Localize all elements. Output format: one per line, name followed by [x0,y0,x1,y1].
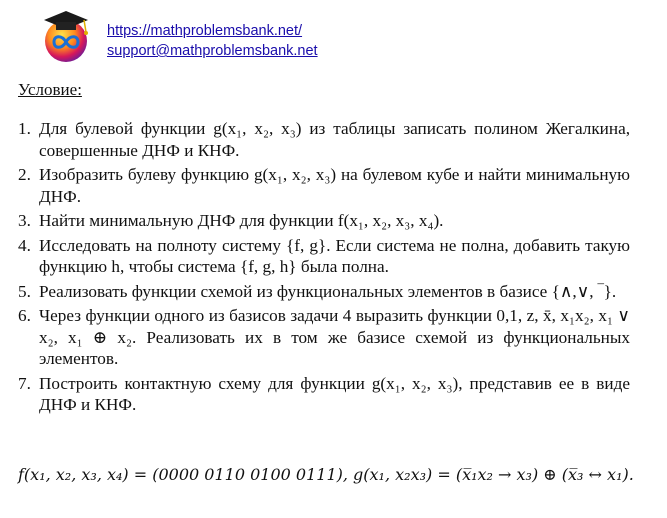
function-definition-formula: f(x₁, x₂, x₃, x₄) = (0000 0110 0100 0111), g(x₁, x₂x₃) = (x̅₁x₂ → x₃) ⊕ (x̅₃ ↔ x₁). [18,465,634,484]
header [40,8,640,64]
item-number: 1. [18,119,31,138]
task-list [18,118,630,419]
item-text: Найти минимальную ДНФ для функции f(x₁, x₂, x₃, x₄). [39,211,444,230]
list-item [18,164,630,207]
list-item [18,305,630,370]
item-text: Изобразить булеву функцию g(x₁, x₂, x₃) на булевом кубе и найти минимальную ДНФ. [39,165,630,206]
list-item [18,118,630,161]
site-link[interactable]: https://mathproblemsbank.net/ [107,23,303,39]
item-text: Реализовать функции схемой из функциональных элементов в базисе {∧,∨, ‾}. [39,281,617,301]
condition-heading: Условие: [18,80,82,99]
item-number: 6. [18,306,31,325]
item-number: 2. [18,165,31,184]
support-email-link[interactable]: support@mathproblemsbank.net [107,43,318,59]
item-number: 3. [18,211,31,230]
item-number: 5. [18,281,31,301]
list-item [18,235,630,278]
item-text: Через функции одного из базисов задачи 4 выразить функции 0,1, z, x̄, x₁x₂, x₁ ∨ x₂, x₁ ⊕ x₂. Реализовать их в том же базисе схемой из функциональных элементов. [39,306,630,368]
list-item [18,210,630,232]
item-text: Исследовать на полноту систему {f, g}. Если система не полна, добавить такую функцию h, чтобы система {f, g, h} была полна. [39,235,630,276]
item-number: 7. [18,373,31,393]
item-text: Построить контактную схему для функции g(x₁, x₂, x₃), представив ее в виде ДНФ и КНФ. [39,373,630,414]
list-item [18,281,630,303]
item-number: 4. [18,235,31,255]
item-text: Для булевой функции g(x₁, x₂, x₃) из таблицы записать полином Жегалкина, совершенные ДНФ и КНФ. [39,119,630,160]
list-item [18,373,630,416]
graduation-cap-logo-icon [40,8,92,64]
